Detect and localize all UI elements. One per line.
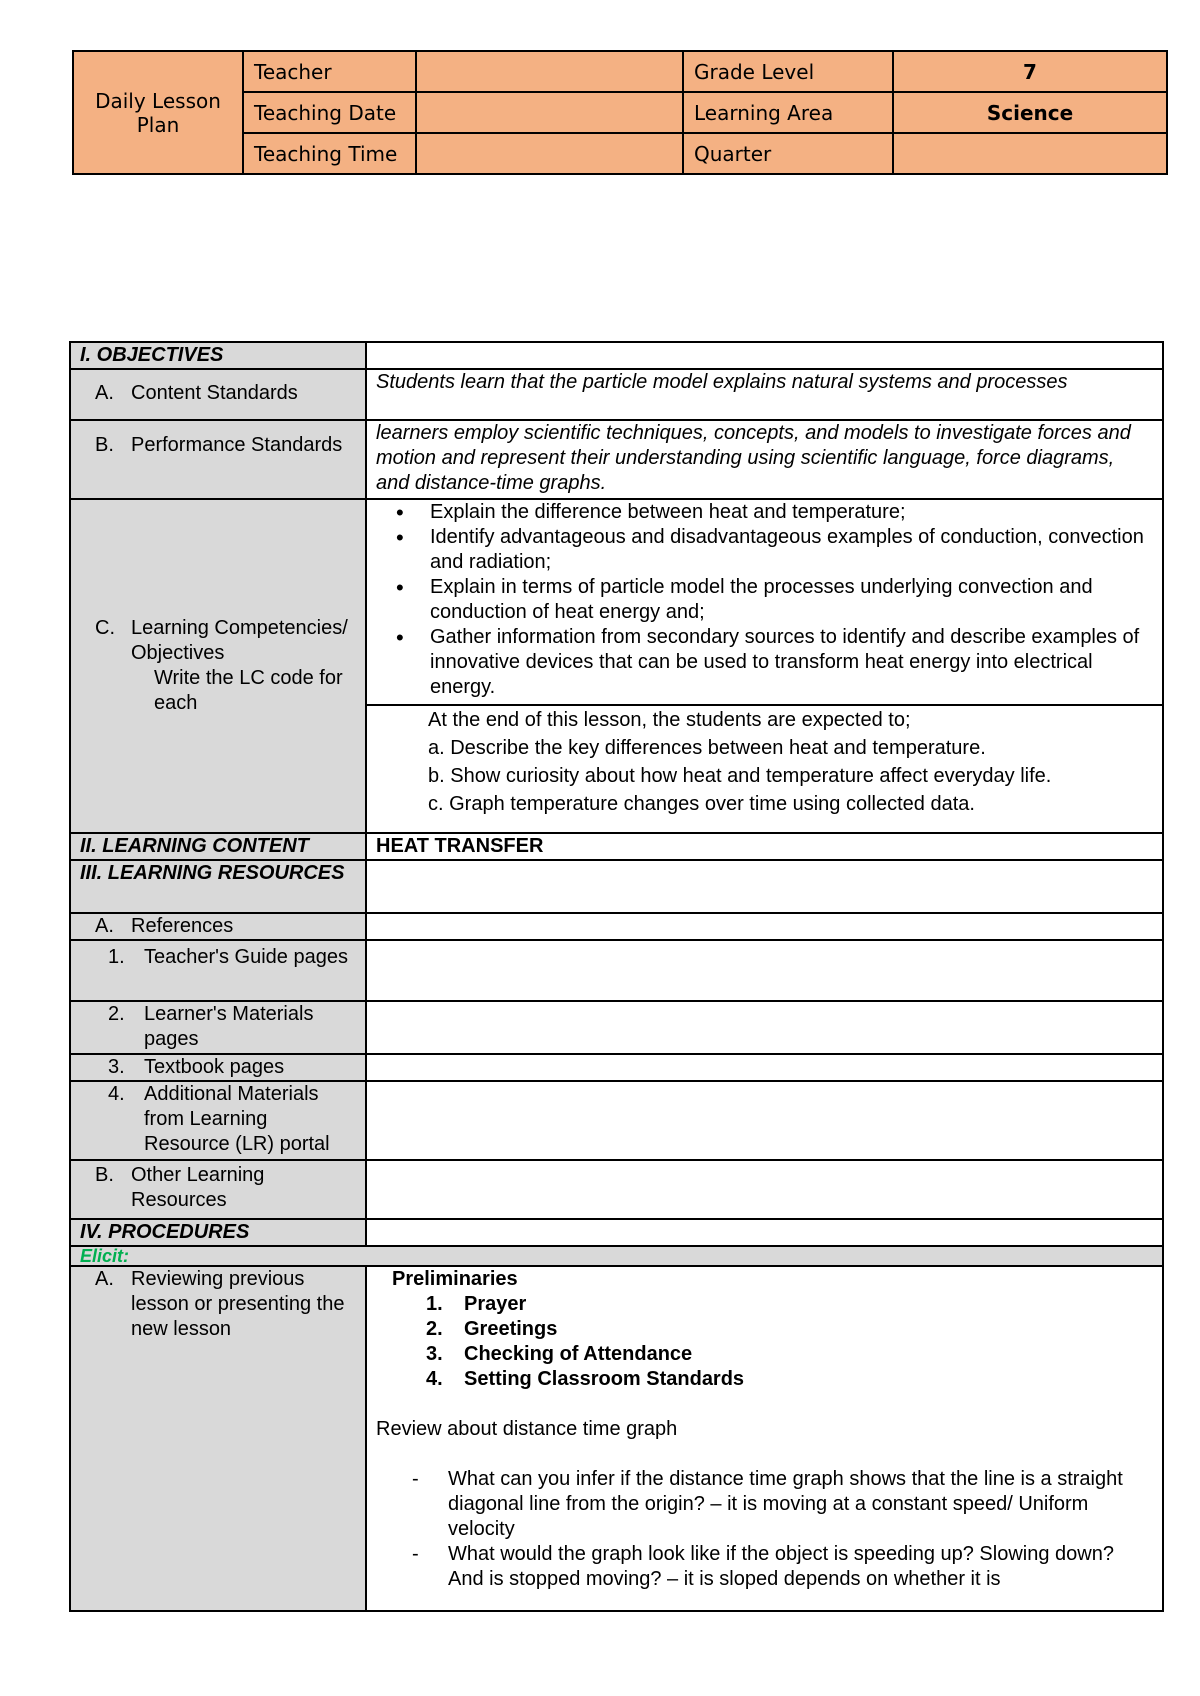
objectives-intro: At the end of this lesson, the students are expected to; (428, 709, 911, 731)
learners-materials-num: 2. (108, 1003, 125, 1025)
plan-title: Daily Lesson Plan (73, 51, 243, 174)
dash-bullet: - (412, 1543, 419, 1565)
learners-materials-cell[interactable] (366, 1001, 1163, 1054)
performance-standards-text[interactable]: learners employ scientific techniques, concepts, and models to investigate forces and motion and represent their understanding using scientific language, force diagrams, and distance-time graphs. (366, 420, 1163, 499)
lc-code-note: Write the LC code for each (154, 667, 343, 714)
learners-materials-label: Learner's Materials pages (144, 1003, 314, 1050)
specific-objectives-cell[interactable] (366, 705, 1163, 833)
learning-competencies-label-cell (70, 499, 366, 833)
teaching-date-field[interactable] (416, 92, 683, 133)
lesson-plan-body (69, 341, 1164, 1612)
procedures-heading: IV. PROCEDURES (70, 1219, 366, 1246)
references-cell[interactable] (366, 913, 1163, 940)
textbook-cell[interactable] (366, 1054, 1163, 1081)
other-resources-cell[interactable] (366, 1160, 1163, 1219)
content-standards-label: Content Standards (131, 382, 298, 404)
teacher-field[interactable] (416, 51, 683, 92)
teachers-guide-cell[interactable] (366, 940, 1163, 1001)
learning-resources-heading: III. LEARNING RESOURCES (70, 860, 366, 913)
content-standards-text[interactable]: Students learn that the particle model explains natural systems and processes (366, 369, 1163, 420)
teachers-guide-num: 1. (108, 946, 125, 968)
quarter-label: Quarter (683, 133, 893, 174)
competencies-list (376, 500, 1153, 700)
review-lesson-label-cell (70, 1266, 366, 1611)
review-lesson-cell[interactable] (366, 1266, 1163, 1611)
objectives-heading-cell (366, 342, 1163, 369)
content-standards-letter: A. (95, 382, 114, 404)
references-letter: A. (95, 915, 114, 937)
specific-objective: c. Graph temperature changes over time using collected data. (428, 793, 975, 815)
textbook-label-cell (70, 1054, 366, 1081)
teacher-label: Teacher (243, 51, 416, 92)
learning-area-value[interactable]: Science (893, 92, 1167, 133)
content-standards-label-cell (70, 369, 366, 420)
additional-materials-label: Additional Materials from Learning Resource (LR) portal (144, 1083, 330, 1155)
learning-content-heading: II. LEARNING CONTENT (70, 833, 366, 860)
other-resources-letter: B. (95, 1164, 114, 1186)
textbook-num: 3. (108, 1056, 125, 1078)
grade-level-label: Grade Level (683, 51, 893, 92)
references-label: References (131, 915, 234, 937)
performance-standards-letter: B. (95, 434, 114, 456)
learning-competencies-label: Learning Competencies/ Objectives (131, 617, 348, 664)
teaching-time-label: Teaching Time (243, 133, 416, 174)
review-question: - What would the graph look like if the object is speeding up? Slowing down? And is stopped moving? – it is sloped depends on whether it is (412, 1543, 1114, 1590)
learning-area-label: Learning Area (683, 92, 893, 133)
review-lesson-label: Reviewing previous lesson or presenting the new lesson (131, 1268, 345, 1340)
review-intro: Review about distance time graph (376, 1418, 678, 1440)
teachers-guide-label: Teacher's Guide pages (144, 946, 348, 968)
teachers-guide-label-cell (70, 940, 366, 1001)
quarter-field[interactable] (893, 133, 1167, 174)
objectives-heading: I. OBJECTIVES (70, 342, 366, 369)
competencies-cell[interactable] (366, 499, 1163, 705)
performance-standards-label: Performance Standards (131, 434, 343, 456)
teaching-time-field[interactable] (416, 133, 683, 174)
specific-objective: a. Describe the key differences between heat and temperature. (428, 737, 986, 759)
learning-competencies-letter: C. (95, 617, 115, 639)
additional-materials-cell[interactable] (366, 1081, 1163, 1160)
dash-bullet: - (412, 1468, 419, 1490)
competency-item: • Identify advantageous and disadvantageous examples of conduction, convection and radiation; (430, 525, 1153, 575)
procedures-heading-cell (366, 1219, 1163, 1246)
performance-standards-label-cell (70, 420, 366, 499)
preliminaries-title: Preliminaries (392, 1268, 518, 1290)
competency-item: • Explain in terms of particle model the processes underlying convection and conduction of heat energy and; (430, 575, 1153, 625)
preliminary-step: 4. Setting Classroom Standards (426, 1368, 745, 1390)
elicit-phase-label: Elicit: (80, 1246, 130, 1266)
references-label-cell (70, 913, 366, 940)
other-resources-label: Other Learning Resources (131, 1164, 265, 1211)
competency-item: • Explain the difference between heat and temperature; (430, 500, 1153, 525)
preliminary-step: 1. Prayer (426, 1293, 527, 1315)
other-resources-label-cell (70, 1160, 366, 1219)
learning-resources-cell[interactable] (366, 860, 1163, 913)
review-question: - What can you infer if the distance time graph shows that the line is a straight diagonal line from the origin? – it is moving at a constant speed/ Uniform velocity (412, 1468, 1123, 1540)
preliminary-step: 2. Greetings (426, 1318, 558, 1340)
competency-item: • Gather information from secondary sources to identify and describe examples of innovative devices that can be used to transform heat energy into electrical energy. (430, 625, 1153, 700)
grade-level-value[interactable]: 7 (893, 51, 1167, 92)
preliminaries-list (376, 1292, 1153, 1392)
learning-content-value[interactable]: HEAT TRANSFER (366, 833, 1163, 860)
specific-objective: b. Show curiosity about how heat and temperature affect everyday life. (428, 765, 1052, 787)
preliminary-step: 3. Checking of Attendance (426, 1343, 693, 1365)
review-lesson-letter: A. (95, 1268, 114, 1290)
textbook-label: Textbook pages (144, 1056, 285, 1078)
additional-materials-label-cell (70, 1081, 366, 1160)
lesson-plan-header (72, 50, 1168, 175)
teaching-date-label: Teaching Date (243, 92, 416, 133)
elicit-phase-row (70, 1246, 1163, 1266)
additional-materials-num: 4. (108, 1083, 125, 1105)
learners-materials-label-cell (70, 1001, 366, 1054)
